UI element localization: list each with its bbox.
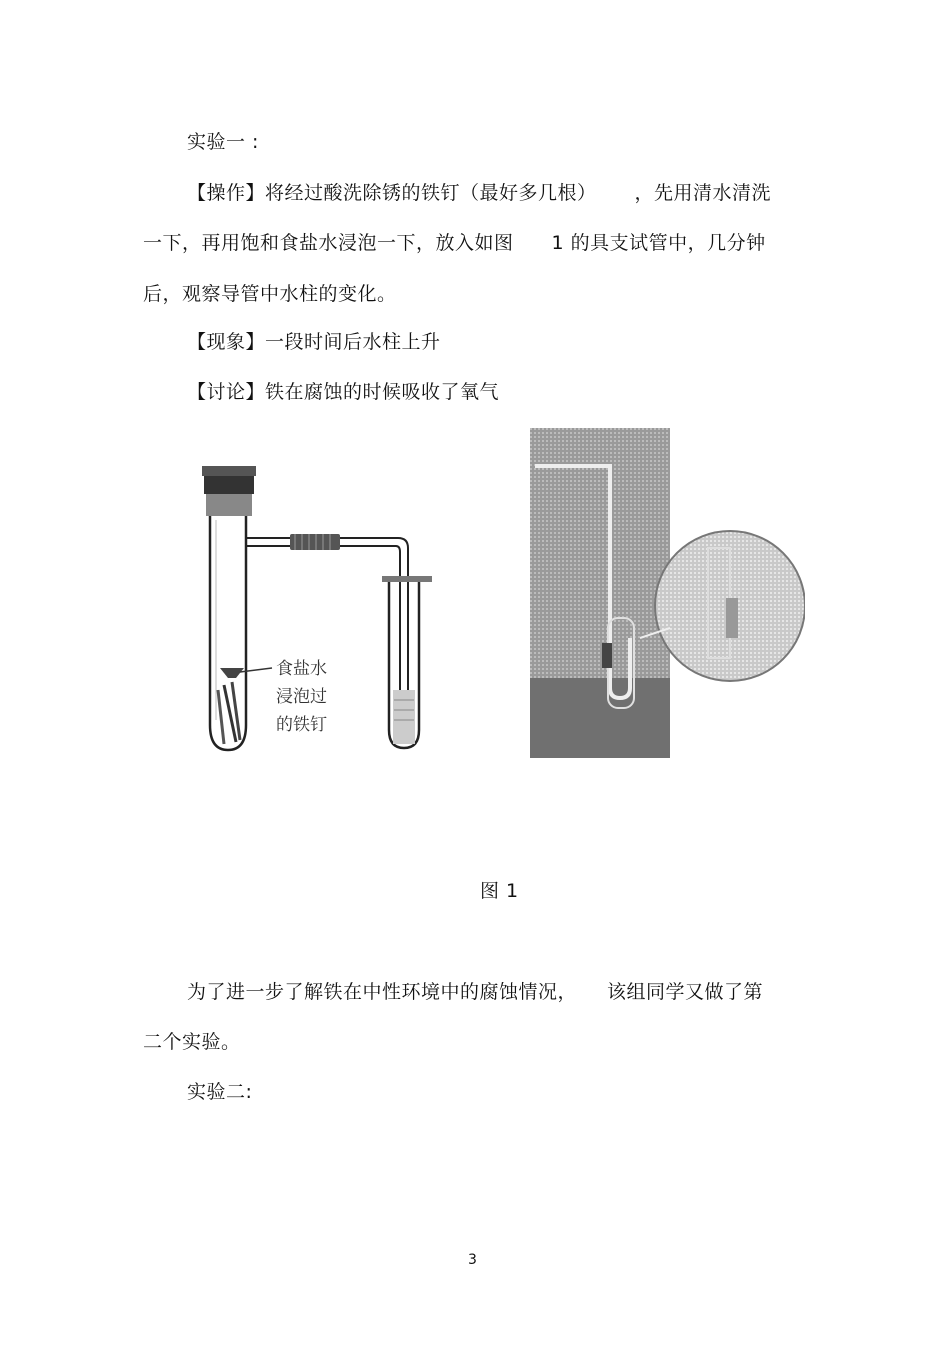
- operation-line-3: 后，观察导管中水柱的变化。: [143, 283, 397, 305]
- figure-caption: 图 1: [480, 880, 519, 902]
- stopper-top: [202, 466, 256, 476]
- tube-rim: [382, 576, 432, 582]
- apparatus-diagram: [140, 420, 460, 770]
- operation-text-1b: ，先用清水清洗: [634, 182, 772, 204]
- intro-text-b: 该组同学又做了第: [607, 981, 764, 1003]
- experiment-photo: [530, 428, 805, 758]
- intro-line-1: [187, 980, 763, 1004]
- operation-line-2: [143, 231, 766, 255]
- operation-text-2a: 一下，再用饱和食盐水浸泡一下，放入如图: [143, 232, 514, 254]
- stopper-band: [206, 494, 252, 516]
- label-line-2: 浸泡过: [276, 687, 327, 707]
- page-number: 3: [468, 1252, 477, 1268]
- side-branch-pipe: [246, 538, 290, 546]
- branch-test-tube: [210, 516, 246, 750]
- intro-line-2: 二个实验。: [143, 1031, 241, 1053]
- iron-nails: [218, 668, 244, 744]
- operation-line-1: [187, 181, 771, 205]
- experiment-two-heading: 实验二:: [187, 1081, 253, 1103]
- discussion-line: 【讨论】铁在腐蚀的时候吸收了氧气: [187, 381, 500, 403]
- operation-text-1a: 【操作】将经过酸洗除锈的铁钉（最好多几根）: [187, 182, 597, 204]
- operation-text-2b: 1 的具支试管中，几分钟: [551, 232, 766, 254]
- rubber-connector: [290, 534, 340, 550]
- water-column: [393, 690, 415, 744]
- experiment-one-heading: 实验一 :: [187, 131, 259, 153]
- label-line-1: 食盐水: [276, 659, 327, 679]
- phenomenon-line: 【现象】一段时间后水柱上升: [187, 331, 441, 353]
- intro-text-a: 为了进一步了解铁在中性环境中的腐蚀情况，: [187, 981, 578, 1003]
- label-line-3: 的铁钉: [276, 715, 327, 735]
